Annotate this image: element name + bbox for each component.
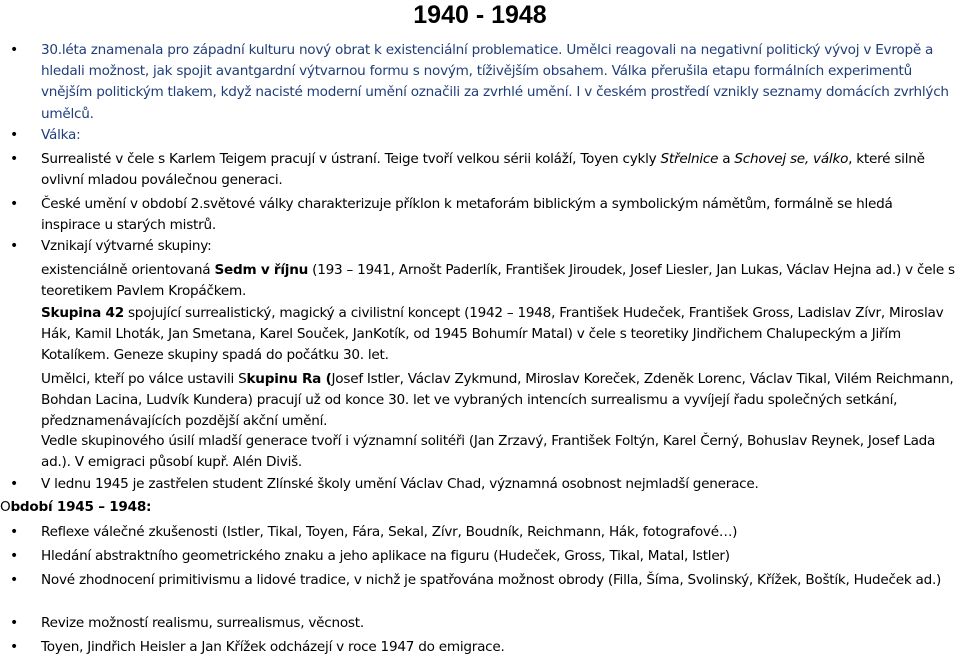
text-run: spojující surrealistický, magický a civilistní koncept (1942 – 1948, František Hudeček, František Gross, Ladislav Zívr, Miroslav Hák, Kamil Lhoták, Jan Smetana, Karel Souček, JanKotík, od 1945 Bohumír Matal) v čele s teoretiky Jindřichem Chalupeckým a Jiřím Kotalíkem. Geneze skupiny spadá do počátku 30. let. (41, 305, 944, 364)
bullet-marker: • (10, 524, 19, 540)
text-run-bold: bdobí 1945 – 1948: (10, 499, 152, 515)
paragraph-chad (41, 474, 955, 495)
paragraph-sedm-v-rijnu (41, 260, 955, 302)
war-heading: Válka: (41, 127, 81, 143)
text-run-bold: Skupina 42 (41, 305, 124, 321)
bullet-marker: • (10, 196, 19, 212)
text-run-bold: Sedm v říjnu (214, 262, 309, 278)
text-run: Vznikají výtvarné skupiny: (41, 238, 212, 254)
period-heading (0, 497, 914, 518)
bullet-marker: • (10, 476, 19, 492)
paragraph-solitaires (41, 431, 955, 473)
paragraph-skupina-42 (41, 303, 955, 367)
paragraph-groups-heading (41, 236, 955, 257)
bullet-marker: • (10, 615, 19, 631)
text-run: České umění v období 2.světové války charakterizuje příklon k metaforám biblickým a symbolickým námětům, formálně se hledá inspirace u starých mistrů. (41, 196, 893, 234)
bullet-marker: • (10, 238, 19, 254)
bullet-marker: • (10, 127, 19, 143)
text-run: Revize možností realismu, surrealismus, věcnost. (41, 615, 364, 631)
text-run: V lednu 1945 je zastřelen student Zlínské školy umění Václav Chad, významná osobnost nejmladší generace. (41, 476, 759, 492)
text-run: Nové zhodnocení primitivismu a lidové tradice, v nichž je spatřována možnost obrody (Filla, Šíma, Svolinský, Křížek, Boštík, Hudeček ad.) (41, 572, 942, 588)
paragraph-realism (41, 613, 955, 634)
paragraph-primitivism (41, 570, 955, 591)
text-run: a (718, 151, 735, 167)
text-run: Surrealisté v čele s Karlem Teigem pracují v ústraní. Teige tvoří velkou sérii koláží, Toyen cykly (41, 151, 661, 167)
text-run: existenciálně orientovaná (41, 262, 215, 278)
paragraph-war-reflection (41, 522, 955, 543)
text-run: Umělci, kteří po válce ustavili S (41, 371, 247, 387)
text-run: O (0, 499, 11, 515)
text-run: Vedle skupinového úsilí mladší generace tvoří i významní solitéři (Jan Zrzavý, František Foltýn, Karel Černý, Bohuslav Reynek, Josef Lada ad.). V emigraci působí kupř. Alén Diviš. (41, 433, 936, 471)
intro-text: 30.léta znamenala pro západní kulturu nový obrat k existenciální problematice. Umělci reagovali na negativní politický vývoj v Evropě a hledali možnost, jak spojit avantgardní výtvarnou formu s novým, tíživějším obsahem. Válka přerušila etapu formálních experimentů vnějším politickým tlakem, když nacisté moderní umění označili za zvrhlé umění. I v českém prostředí vznikly seznamy domácích zvrhlých umělců. (41, 42, 949, 122)
text-run-bold: kupinu Ra ( (246, 371, 332, 387)
paragraph-surrealists (41, 149, 955, 191)
text-run: , které silně ovlivní mladou poválečnou generaci. (41, 151, 925, 189)
text-run: Hledání abstraktního geometrického znaku a jeho aplikace na figuru (Hudeček, Gross, Tikal, Matal, Istler) (41, 548, 730, 564)
text-run: Josef Istler, Václav Zykmund, Miroslav Koreček, Zdeněk Lorenc, Václav Tikal, Vilém Reichmann, Bohdan Lacina, Ludvík Kundera) pracují už od konce 30. let ve vybraných intencích surrealismu a vyvíjejí řadu společných setkání, předznamenávajících pozdější akční umění. (41, 371, 954, 430)
page-title: 1940 - 1948 (413, 1, 547, 29)
paragraph-emigration (41, 637, 955, 658)
text-run: (193 – 1941, Arnošt Paderlík, František Jiroudek, Josef Liesler, Jan Lukas, Václav Hejna ad.) v čele s teoretikem Pavlem Kropáčkem. (41, 262, 955, 300)
paragraph-intro (41, 40, 955, 125)
bullet-marker: • (10, 42, 19, 58)
bullet-marker: • (10, 639, 19, 655)
text-run: Reflexe válečné zkušenosti (Istler, Tikal, Toyen, Fára, Sekal, Zívr, Boudník, Reichmann, Hák, fotografové…) (41, 524, 738, 540)
paragraph-skupina-ra (41, 369, 955, 433)
text-run-italic: Schovej se, válko (734, 151, 849, 167)
paragraph-abstract-sign (41, 546, 955, 567)
bullet-marker: • (10, 151, 19, 167)
text-run: Toyen, Jindřich Heisler a Jan Křížek odcházejí v roce 1947 do emigrace. (41, 639, 505, 655)
bullet-marker: • (10, 572, 19, 588)
paragraph-war-heading (41, 125, 955, 146)
bullet-marker: • (10, 548, 19, 564)
paragraph-czech-art-ww2 (41, 194, 955, 236)
text-run-italic: Střelnice (660, 151, 719, 167)
